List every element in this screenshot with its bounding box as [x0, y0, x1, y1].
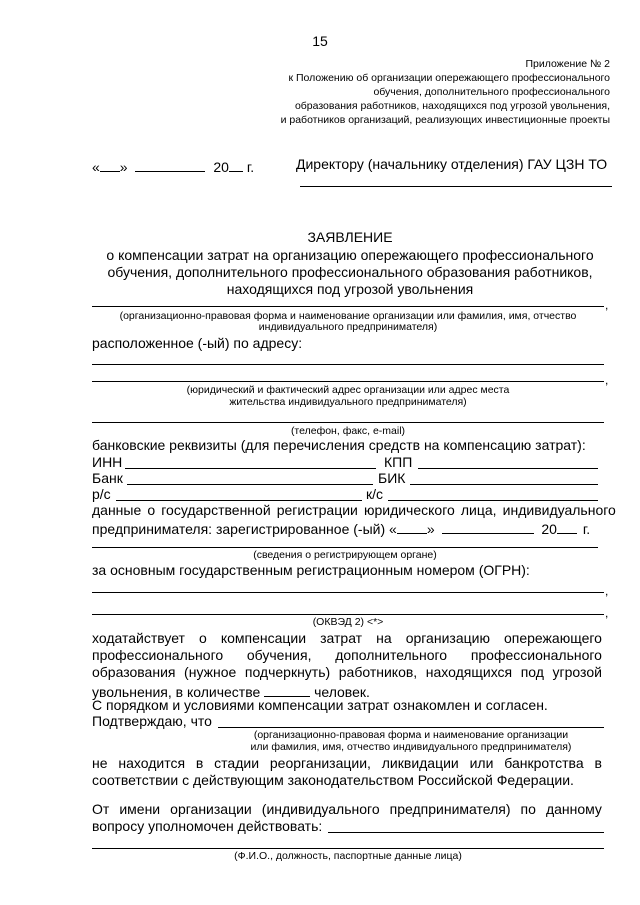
appendix-line: обучения, дополнительного профессионального	[373, 86, 610, 98]
bik-field[interactable]	[410, 484, 598, 485]
rs-label: р/с	[92, 486, 111, 502]
date-month-blank[interactable]	[135, 157, 205, 172]
bank-label: Банк	[92, 470, 123, 486]
kpp-label: КПП	[384, 454, 413, 470]
document-title: ЗАЯВЛЕНИЕ	[307, 229, 393, 245]
bank-details-intro: банковские реквизиты (для перечисления средств на компенсацию затрат):	[92, 437, 586, 453]
appendix-line: к Положению об организации опережающего профессионального	[288, 72, 610, 84]
registration-line2: предпринимателя: зарегистрированное (-ый) « » 20 г.	[92, 521, 591, 537]
page-number: 15	[312, 33, 328, 49]
located-label: расположенное (-ый) по адресу:	[92, 335, 303, 351]
registration-day-blank[interactable]	[397, 519, 427, 534]
application-date: « » 20 г.	[92, 159, 255, 175]
org-name-caption: (организационно-правовая форма и наименование организации или фамилия, имя, отчество	[119, 310, 577, 322]
okved-caption: (ОКВЭД 2) <*>	[312, 616, 384, 628]
bik-label: БИК	[378, 470, 406, 486]
ogrn-label: за основным государственным регистрационным номером (ОГРН):	[92, 562, 530, 578]
document-subtitle-line: находящихся под угрозой увольнения	[226, 281, 474, 297]
contacts-line[interactable]	[92, 422, 604, 423]
ogrn-line[interactable]	[92, 592, 604, 593]
date-year-blank[interactable]	[229, 157, 243, 172]
petition-line: профессионального обучения, дополнительного профессионального	[92, 647, 602, 663]
confirm-label: Подтверждаю, что	[92, 713, 212, 729]
addressee: Директору (начальнику отделения) ГАУ ЦЗН ТО	[296, 156, 608, 172]
comma: ,	[605, 584, 609, 598]
appendix-line: и работников организаций, реализующих инвестиционные проекты	[280, 114, 610, 126]
agreement-statement: С порядком и условиями компенсации затрат ознакомлен и согласен.	[92, 697, 548, 713]
address-caption: жительства индивидуального предпринимателя)	[229, 396, 467, 408]
registration-organ-caption: (сведения о регистрирующем органе)	[253, 549, 437, 561]
confirm-org-line[interactable]	[218, 727, 604, 728]
status-line: не находится в стадии реорганизации, ликвидации или банкротства в	[92, 755, 602, 771]
authorized-person-line[interactable]	[328, 832, 604, 833]
confirm-caption: или фамилия, имя, отчество индивидуального предпринимателя)	[250, 741, 572, 753]
registration-organ-line[interactable]	[92, 547, 598, 548]
okved-line[interactable]	[92, 614, 604, 615]
contacts-caption: (телефон, факс, e-mail)	[290, 425, 406, 437]
registration-line1: данные о государственной регистрации юридического лица, индивидуального	[92, 502, 616, 518]
authority-label: вопросу уполномочен действовать:	[92, 818, 323, 834]
document-subtitle-line: о компенсации затрат на организацию опережающего профессионального	[106, 247, 594, 263]
kpp-field[interactable]	[418, 468, 598, 469]
rs-field[interactable]	[116, 500, 362, 501]
registration-month-blank[interactable]	[442, 519, 534, 534]
address-line[interactable]	[92, 381, 604, 382]
address-caption: (юридический и фактический адрес организации или адрес места	[186, 384, 510, 396]
comma: ,	[605, 298, 609, 312]
comma: ,	[605, 606, 609, 620]
comma: ,	[605, 373, 609, 387]
registration-year-blank[interactable]	[557, 519, 577, 534]
org-name-caption: индивидуального предпринимателя)	[258, 321, 438, 333]
authorized-person-caption: (Ф.И.О., должность, паспортные данные лица)	[234, 850, 462, 862]
date-day-blank[interactable]	[100, 157, 120, 172]
authority-line: От имени организации (индивидуального предпринимателя) по данному	[92, 801, 602, 817]
inn-field[interactable]	[125, 468, 376, 469]
petition-count-line: увольнения, в количестве человек.	[92, 684, 370, 700]
ks-field[interactable]	[388, 500, 598, 501]
employee-count-field[interactable]	[264, 682, 310, 697]
authorized-person-details-line[interactable]	[92, 848, 604, 849]
petition-line: образования (нужное подчеркнуть) работников, находящихся под угрозой	[92, 664, 602, 680]
bank-field[interactable]	[127, 484, 373, 485]
petition-line: ходатайствует о компенсации затрат на организацию опережающего	[92, 630, 602, 646]
document-subtitle-line: обучения, дополнительного профессионального образования работников,	[107, 264, 593, 280]
status-line: соответствии с действующим законодательством Российской Федерации.	[92, 772, 574, 788]
confirm-caption: (организационно-правовая форма и наименование организации	[253, 729, 569, 741]
appendix-line: Приложение № 2	[525, 58, 610, 70]
appendix-line: образования работников, находящихся под угрозой увольнения,	[294, 100, 610, 112]
addressee-name-line[interactable]	[300, 186, 612, 187]
address-line[interactable]	[92, 364, 604, 365]
org-name-line[interactable]	[92, 306, 604, 307]
inn-label: ИНН	[92, 454, 123, 470]
ks-label: к/с	[366, 486, 384, 502]
